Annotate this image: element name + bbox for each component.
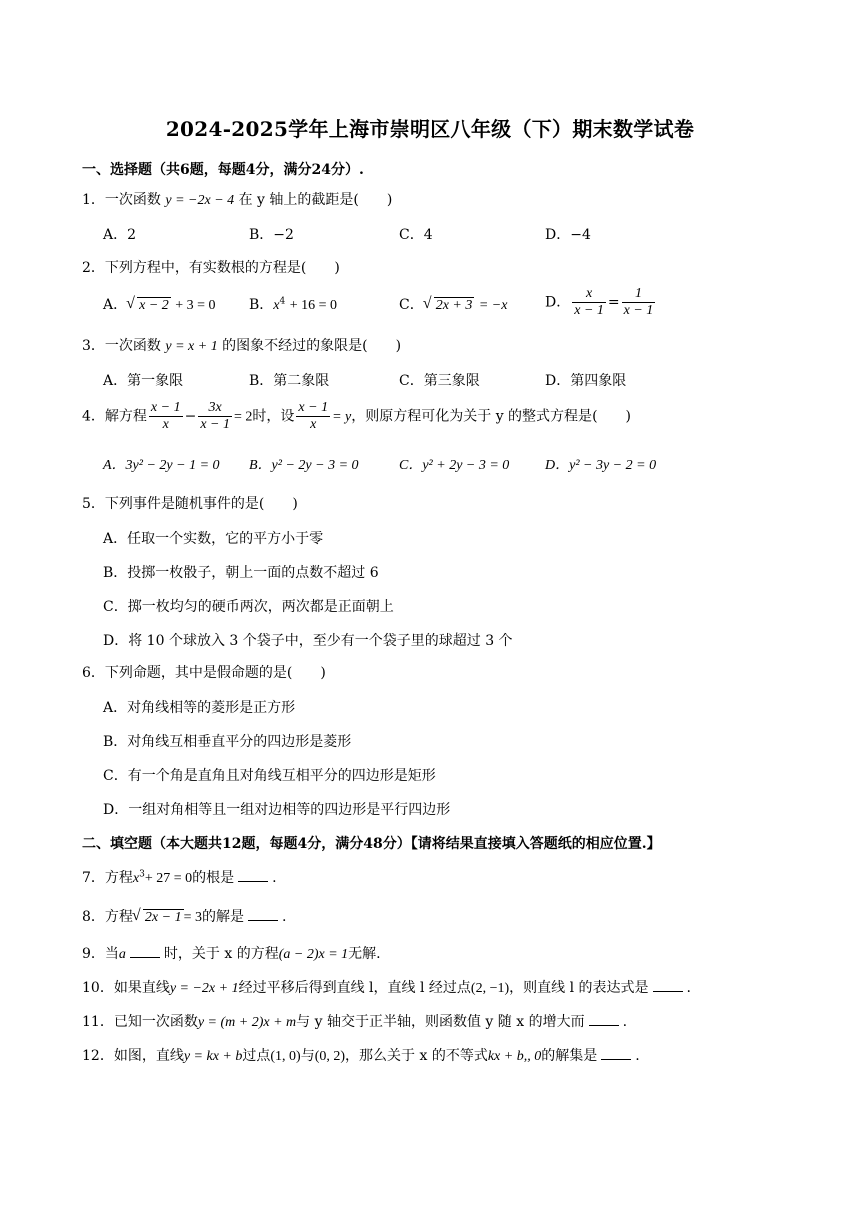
q3-expr: y = x + 1 <box>165 339 218 354</box>
q1-option-d: D．−4 <box>545 227 591 243</box>
question-3: 3．一次函数 y = x + 1 的图象不经过的象限是( ) <box>82 338 402 354</box>
question-2 <box>82 257 340 277</box>
q4-option-d: D．y² − 3y − 2 = 0 <box>545 458 657 473</box>
q8-answer-blank <box>248 908 278 921</box>
q12-answer-blank <box>601 1047 631 1060</box>
q2-option-b: B．$x^4 + 16 = 0$ <box>249 296 337 313</box>
question-12: 12．如图，直线y = kx + b过点(1, 0)与(0, 2)，那么关于 x 的不等式kx + b,, 0的解集是 . <box>82 1048 640 1064</box>
q5-option-b: B．投掷一枚骰子，朝上一面的点数不超过 6 <box>103 565 379 581</box>
question-7: 7．方程$x^3+ 27 = 0$的根是 . <box>82 869 277 886</box>
q5-option-d: D．将 10 个球放入 3 个袋子中，至少有一个袋子里的球超过 3 个 <box>103 633 513 649</box>
q6-option-d: D．一组对角相等且一组对边相等的四边形是平行四边形 <box>103 802 451 818</box>
q4-fraction-1: $\frac{x - 1}{x}$ <box>150 400 181 432</box>
section-heading-choice: 一、选择题（共6题，每题4分，满分24分）. <box>82 162 364 178</box>
q2-paren: ( ) <box>300 260 340 276</box>
q3-option-a: A．第一象限 <box>103 373 184 389</box>
q4-fraction-3: $\frac{x - 1}{x}$ <box>298 400 329 432</box>
question-4: 4．解方程 $\frac{x - 1}{x}$ − $\frac{3x}{x - 1}$ = 2时，设 $\frac{x - 1}{x}$ = y，则原方程可化为关于 y 的整式方程是( ) <box>82 400 631 432</box>
q1-option-b: B．−2 <box>249 227 294 243</box>
q9-answer-blank <box>130 945 160 958</box>
q4-option-b: B．y² − 2y − 3 = 0 <box>249 458 359 473</box>
section-heading-fill: 二、填空题（本大题共12题，每题4分，满分48分）【请将结果直接填入答题纸的相应位置.】 <box>82 836 661 852</box>
question-5: 5．下列事件是随机事件的是( ) <box>82 496 298 512</box>
q4-fraction-2: $\frac{3x}{x - 1}$ <box>200 400 230 432</box>
q1-option-a: A．2 <box>103 227 137 243</box>
question-8: 8．方程√ 2x − 1 = 3的解是 . <box>82 906 286 926</box>
q4-option-a: A．3y² − 2y − 1 = 0 <box>103 458 220 473</box>
q1-paren: ( ) <box>353 192 393 208</box>
q2-d-fraction-2: $\frac{1}{x - 1}$ <box>623 286 654 318</box>
q10-answer-blank <box>653 979 683 992</box>
q1-tail: 在 y 轴上的截距是 <box>238 192 354 208</box>
q5-option-a: A．任取一个实数，它的平方小于零 <box>103 531 324 547</box>
question-6: 6．下列命题，其中是假命题的是( ) <box>82 665 326 681</box>
q5-option-c: C．掷一枚均匀的硬币两次，两次都是正面朝上 <box>103 599 394 615</box>
q1-expr: y = −2x − 4 <box>165 193 235 208</box>
q7-answer-blank <box>238 869 268 882</box>
q4-option-c: C．y² + 2y − 3 = 0 <box>399 458 510 473</box>
q2-option-a: A．√ x − 2 + 3 = 0 <box>103 294 216 314</box>
q3-option-c: C．第三象限 <box>399 373 480 389</box>
q2-d-fraction-1: $\frac{x}{x - 1}$ <box>574 286 604 318</box>
q6-option-c: C．有一个角是直角且对角线互相平分的四边形是矩形 <box>103 768 436 784</box>
q2-a-radical: √ x − 2 <box>137 297 171 314</box>
q2-option-c: C．√ 2x + 3 = −x <box>399 294 507 314</box>
q6-option-a: A．对角线相等的菱形是正方形 <box>103 700 296 716</box>
q1-lead: 1．一次函数 <box>82 192 161 208</box>
q2-c-radical: √ 2x + 3 <box>434 297 475 314</box>
page-title: 2024-2025学年上海市崇明区八年级（下）期末数学试卷 <box>165 117 695 141</box>
q2-option-d: D． $\frac{x}{x - 1}$ = $\frac{1}{x - 1}$ <box>545 286 654 318</box>
question-10: 10．如果直线y = −2x + 1经过平移后得到直线 l，直线 l 经过点(2, −1)，则直线 l 的表达式是 . <box>82 980 691 996</box>
question-9: 9．当a 时，关于 x 的方程(a − 2)x = 1无解. <box>82 946 381 962</box>
q6-option-b: B．对角线互相垂直平分的四边形是菱形 <box>103 734 352 750</box>
q3-tail: 的图象不经过的象限是 <box>222 338 363 354</box>
question-1 <box>82 189 392 209</box>
q11-answer-blank <box>589 1013 619 1026</box>
q3-option-b: B．第二象限 <box>249 373 330 389</box>
q3-option-d: D．第四象限 <box>545 373 627 389</box>
q2-text: 2．下列方程中，有实数根的方程是 <box>82 260 301 276</box>
question-11: 11．已知一次函数y = (m + 2)x + m与 y 轴交于正半轴，则函数值 y 随 x 的增大而 . <box>82 1014 628 1030</box>
q1-option-c: C．4 <box>399 227 433 243</box>
q8-radical: √ 2x − 1 <box>143 909 184 926</box>
q3-lead: 3．一次函数 <box>82 338 161 354</box>
